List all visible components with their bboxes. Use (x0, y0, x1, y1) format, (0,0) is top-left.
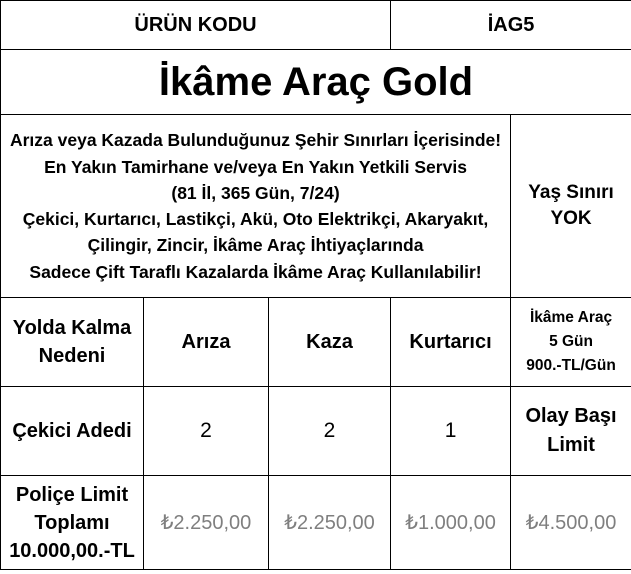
description-line: En Yakın Tamirhane ve/veya En Yakın Yetkili Servis (44, 156, 467, 177)
tow-count-label: Çekici Adedi (1, 387, 144, 476)
description-line: Çekici, Kurtarıcı, Lastikçi, Akü, Oto Elektrikçi, Akaryakıt, (22, 209, 489, 229)
per-incident-limit-cell (511, 387, 631, 476)
policy-limit-rental: ₺4.500,00 (511, 476, 631, 570)
coverage-description (1, 115, 511, 298)
reason-breakdown: Arıza (144, 298, 269, 387)
age-limit-value: YOK (550, 208, 592, 229)
age-limit-label: Yaş Sınırı (528, 182, 614, 204)
breakdown-reason-label (1, 298, 144, 387)
policy-limit-accident: ₺2.250,00 (269, 476, 391, 570)
per-incident-limit-line: Limit (547, 434, 595, 456)
policy-limit-breakdown: ₺2.250,00 (144, 476, 269, 570)
policy-limit-total-label (1, 476, 144, 570)
description-line: Çilingir, Zincir, İkâme Araç İhtiyaçlarında (87, 235, 424, 256)
per-incident-limit-line: Olay Başı (525, 405, 617, 427)
breakdown-reason-label-line: Yolda Kalma (12, 317, 132, 339)
reason-accident: Kaza (269, 298, 391, 387)
description-line: (81 İl, 365 Gün, 7/24) (171, 182, 340, 203)
tow-count-accident: 2 (269, 387, 391, 476)
product-code-value: İAG5 (391, 1, 631, 50)
reason-rescue: Kurtarıcı (391, 298, 511, 387)
rental-car-cell (511, 298, 631, 387)
tow-count-rescue: 1 (391, 387, 511, 476)
policy-limit-label-line: Poliçe Limit (15, 483, 129, 506)
policy-limit-rescue: ₺1.000,00 (391, 476, 511, 570)
breakdown-reason-label-line: Nedeni (38, 345, 106, 367)
rental-car-line: 900.-TL/Gün (526, 357, 616, 374)
policy-limit-label-line: Toplamı (34, 511, 110, 534)
description-line: Arıza veya Kazada Bulunduğunuz Şehir Sınırları İçerisinde! (9, 130, 502, 151)
tow-count-breakdown: 2 (144, 387, 269, 476)
description-line: Sadece Çift Taraflı Kazalarda İkâme Araç Kullanılabilir! (29, 261, 482, 282)
product-title: İkâme Araç Gold (1, 50, 631, 115)
policy-limit-label-line: 10.000,00.-TL (9, 539, 135, 562)
age-limit-cell (511, 115, 631, 298)
rental-car-line: İkâme Araç (529, 308, 613, 326)
product-code-label: ÜRÜN KODU (1, 1, 391, 50)
rental-car-line: 5 Gün (549, 332, 593, 350)
